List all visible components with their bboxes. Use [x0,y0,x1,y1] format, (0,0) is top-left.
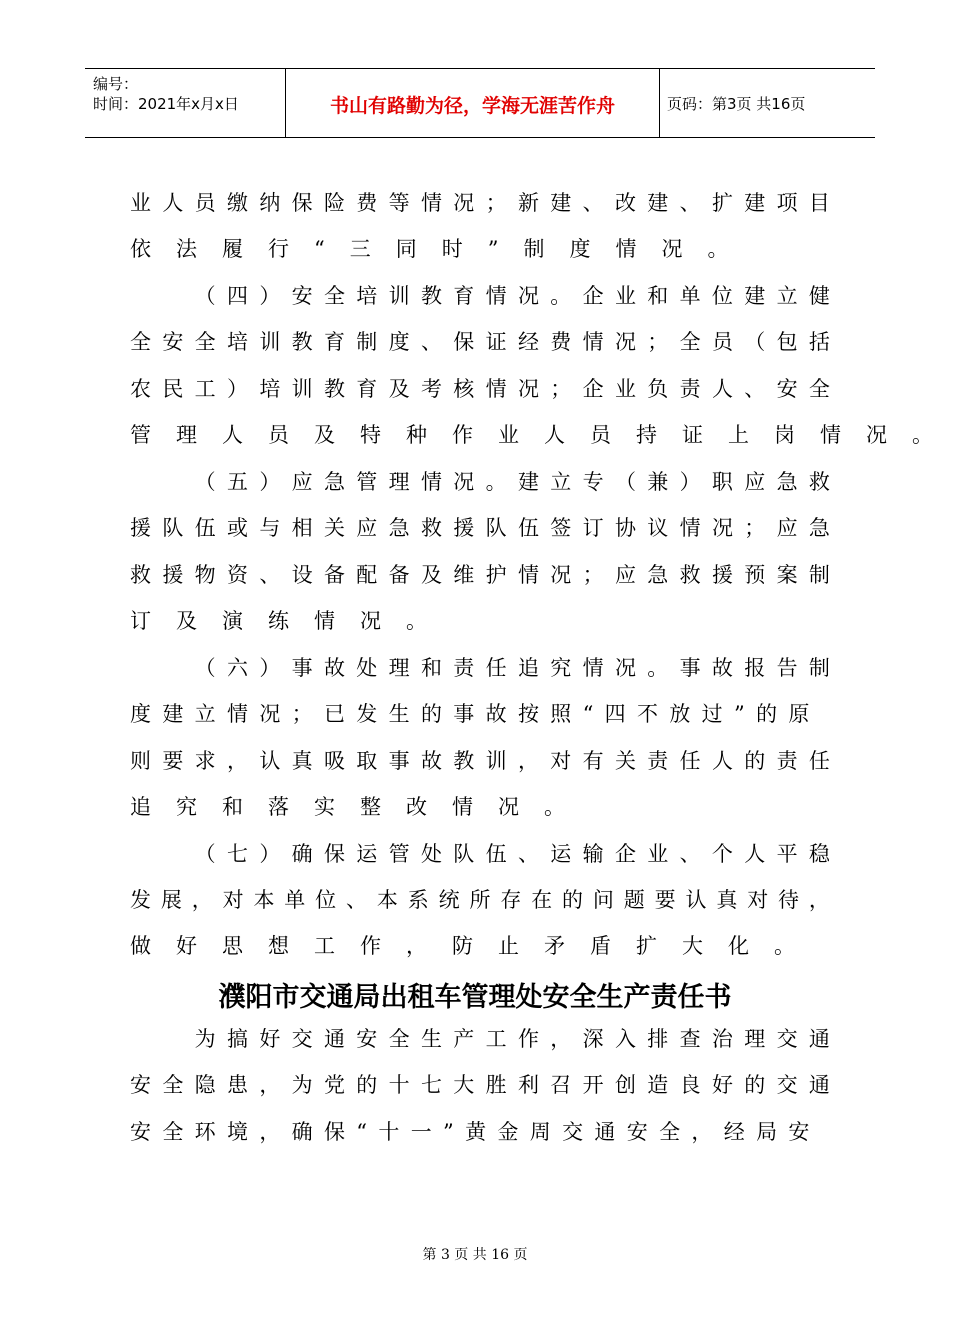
body-line: 则要求，认真吸取事故教训，对有关责任人的责任 [130,749,842,773]
document-date-label: 时间：2021年x月x日 [93,95,239,113]
body-line: （五）应急管理情况。建立专（兼）职应急救 [194,470,842,494]
body-line: 管理人员及特种作业人员持证上岗情况。 [130,423,958,447]
body-line: 发展，对本单位、本系统所存在的问题要认真对待， [130,888,840,912]
body-line: 度建立情况；已发生的事故按照“四不放过”的原 [130,702,821,726]
section-body-line: 安全隐患，为党的十七大胜利召开创造良好的交通 [130,1073,842,1097]
body-line: （七）确保运管处队伍、运输企业、个人平稳 [194,842,842,866]
header-meta-cell [85,69,285,137]
body-line: 做好思想工作，防止矛盾扩大化。 [130,934,820,958]
section-body-line: 安全环境，确保“十一”黄金周交通安全，经局安 [130,1120,821,1144]
body-line: 订及演练情况。 [130,609,452,633]
body-line: （四）安全培训教育情况。企业和单位建立健 [194,284,842,308]
section-title: 濮阳市交通局出租车管理处安全生产责任书 [218,982,732,1013]
header-page-code: 页码：第3页 共16页 [667,95,806,113]
body-line: 农民工）培训教育及考核情况；企业负责人、安全 [130,377,842,401]
body-line: 全安全培训教育制度、保证经费情况；全员（包括 [130,330,842,354]
page-footer: 第 3 页 共 16 页 [422,1247,528,1263]
body-line: 业人员缴纳保险费等情况；新建、改建、扩建项目 [130,191,842,215]
header-motto: 书山有路勤为径，学海无涯苦作舟 [329,95,615,117]
body-line: 追究和落实整改情况。 [130,795,590,819]
page-header [85,68,875,138]
section-body-line: 为搞好交通安全生产工作，深入排查治理交通 [194,1027,842,1051]
body-line: （六）事故处理和责任追究情况。事故报告制 [194,656,842,680]
header-motto-cell [285,69,660,137]
document-number-label: 编号： [93,75,139,93]
body-line: 救援物资、设备配备及维护情况；应急救援预案制 [130,563,842,587]
body-line: 依法履行“三同时”制度情况。 [130,237,754,261]
body-line: 援队伍或与相关应急救援队伍签订协议情况；应急 [130,516,842,540]
header-page-cell [659,69,875,137]
